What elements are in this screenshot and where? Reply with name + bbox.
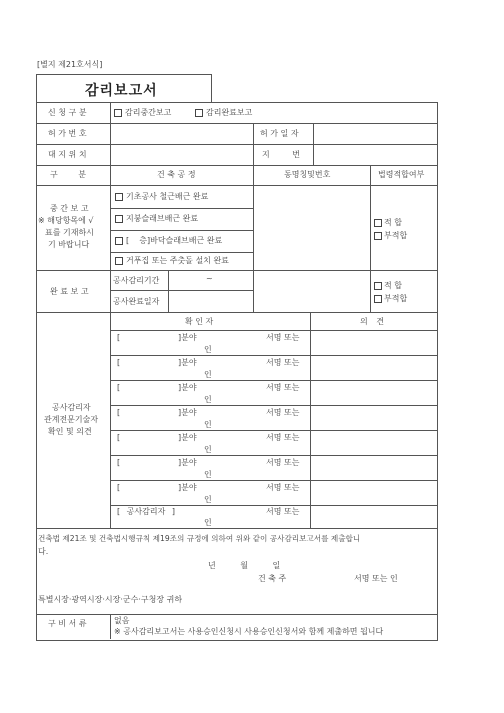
documents-note: ※ 공사감리보고서는 사용승인신청시 사용승인신청서와 함께 제출하면 됩니다 — [114, 627, 384, 636]
supervision-period-label: 공사감리기간 — [113, 276, 160, 285]
permit-date-label: 허 가 일 자 — [260, 129, 299, 138]
compliance-header: 법령적합여부 — [378, 170, 425, 179]
permit-number-label: 허 가 번 호 — [48, 129, 87, 138]
recipient-line: 특별시장·광역시장·시장·군수·구청장 귀하 — [38, 595, 183, 604]
expert-sign: 서명 또는 — [266, 333, 300, 342]
expert-field: ]분야 — [178, 333, 197, 342]
interim-item: 거푸집 또는 주춧돌 설치 완료 — [126, 256, 229, 265]
expert-seal: 인 — [204, 370, 212, 379]
expert-sign: 서명 또는 — [266, 433, 300, 442]
completion-not-ok-checkbox[interactable] — [374, 295, 382, 303]
interim-item-checkbox[interactable] — [115, 215, 123, 223]
building-number-header: 동명칭및번호 — [284, 170, 331, 179]
section-header: 구 분 — [50, 170, 86, 179]
form-number: [별지 제21호서식] — [37, 60, 103, 69]
period-separator: ~ — [206, 274, 213, 283]
expert-sign: 서명 또는 — [266, 358, 300, 367]
permit-number-field[interactable] — [112, 125, 251, 142]
completion-report-label: 완 료 보 고 — [50, 287, 89, 296]
declaration-date: 년 월 일 — [208, 561, 281, 570]
documents-none: 없음 — [114, 616, 130, 625]
lot-number-field[interactable] — [315, 146, 435, 163]
expert-field: ]분야 — [178, 408, 197, 417]
expert-field: ]분야 — [178, 358, 197, 367]
expert-bracket: [ — [117, 383, 121, 392]
expert-seal: 인 — [204, 518, 212, 527]
expert-seal: 인 — [204, 495, 212, 504]
interim-item-checkbox[interactable] — [115, 257, 123, 265]
interim-note-line3: 기 바랍니다 — [48, 240, 90, 249]
completion-ok-label: 적 합 — [384, 281, 402, 290]
completion-date-label: 공사완료일자 — [113, 297, 160, 306]
expert-field: ]분야 — [178, 433, 197, 442]
expert-bracket: [ — [117, 408, 121, 417]
expert-seal: 인 — [204, 395, 212, 404]
expert-seal: 인 — [204, 420, 212, 429]
expert-sign: 서명 또는 — [266, 458, 300, 467]
declaration-text: 건축법 제21조 및 건축법시행규칙 제19조의 규정에 의하여 위와 같이 공사감리보고서를 제출합니 — [38, 534, 361, 543]
permit-date-field[interactable] — [315, 125, 435, 142]
interim-note-line1: ※ 해당항목에 √ — [38, 216, 94, 225]
lot-number-label: 지 번 — [262, 150, 300, 159]
expert-bracket: [ — [117, 458, 121, 467]
expert-seal: 인 — [204, 445, 212, 454]
interim-note-line2: 표를 기재하시 — [45, 228, 94, 237]
supervisor-bracket: [ 공사감리자 ] — [117, 507, 175, 516]
building-owner-label: 건 축 주 — [258, 574, 287, 583]
completion-ok-checkbox[interactable] — [374, 282, 382, 290]
interim-report-checkbox[interactable] — [114, 109, 122, 117]
site-location-field[interactable] — [112, 146, 251, 163]
expert-sign: 서명 또는 — [266, 408, 300, 417]
interim-report-label: 중 간 보 고 — [50, 204, 89, 213]
expert-bracket: [ — [117, 358, 121, 367]
expert-seal: 인 — [204, 345, 212, 354]
expert-sign: 서명 또는 — [266, 383, 300, 392]
interim-item-checkbox[interactable] — [115, 237, 123, 245]
page-title: 감리보고서 — [85, 83, 158, 99]
opinion-header: 의 견 — [360, 317, 384, 326]
interim-not-ok-label: 부적합 — [384, 231, 408, 240]
experts-label-line3: 확인 및 의견 — [48, 427, 92, 436]
expert-bracket: [ — [117, 483, 121, 492]
confirm-header: 확 인 자 — [185, 317, 214, 326]
expert-seal: 인 — [204, 470, 212, 479]
expert-bracket: [ — [117, 433, 121, 442]
interim-item: 지붕슬래브배근 완료 — [126, 214, 199, 223]
complete-report-checkbox[interactable] — [195, 109, 203, 117]
documents-label: 구 비 서 류 — [48, 619, 87, 628]
interim-ok-label: 적 합 — [384, 218, 402, 227]
interim-ok-checkbox[interactable] — [374, 219, 382, 227]
expert-sign: 서명 또는 — [266, 507, 300, 516]
experts-label-line2: 관계전문기술자 — [44, 415, 99, 424]
experts-label-line1: 공사감리자 — [52, 403, 91, 412]
interim-not-ok-checkbox[interactable] — [374, 232, 382, 240]
complete-report-option: 감리완료보고 — [206, 108, 253, 117]
expert-field: ]분야 — [178, 383, 197, 392]
interim-item-checkbox[interactable] — [115, 193, 123, 201]
expert-sign: 서명 또는 — [266, 483, 300, 492]
declaration-text-end: 다. — [38, 547, 49, 556]
expert-field: ]분야 — [178, 458, 197, 467]
application-type-label: 신 청 구 분 — [48, 108, 87, 117]
interim-report-option: 감리중간보고 — [125, 108, 172, 117]
process-header: 건 축 공 정 — [157, 170, 196, 179]
interim-item: 기초공사 철근배근 완료 — [126, 192, 209, 201]
expert-bracket: [ — [117, 333, 121, 342]
completion-not-ok-label: 부적합 — [384, 294, 408, 303]
building-owner-sign: 서명 또는 인 — [354, 574, 398, 583]
site-location-label: 대 지 위 치 — [48, 150, 87, 159]
expert-field: ]분야 — [178, 483, 197, 492]
interim-item: [ 층]바닥슬래브배근 완료 — [126, 236, 223, 245]
